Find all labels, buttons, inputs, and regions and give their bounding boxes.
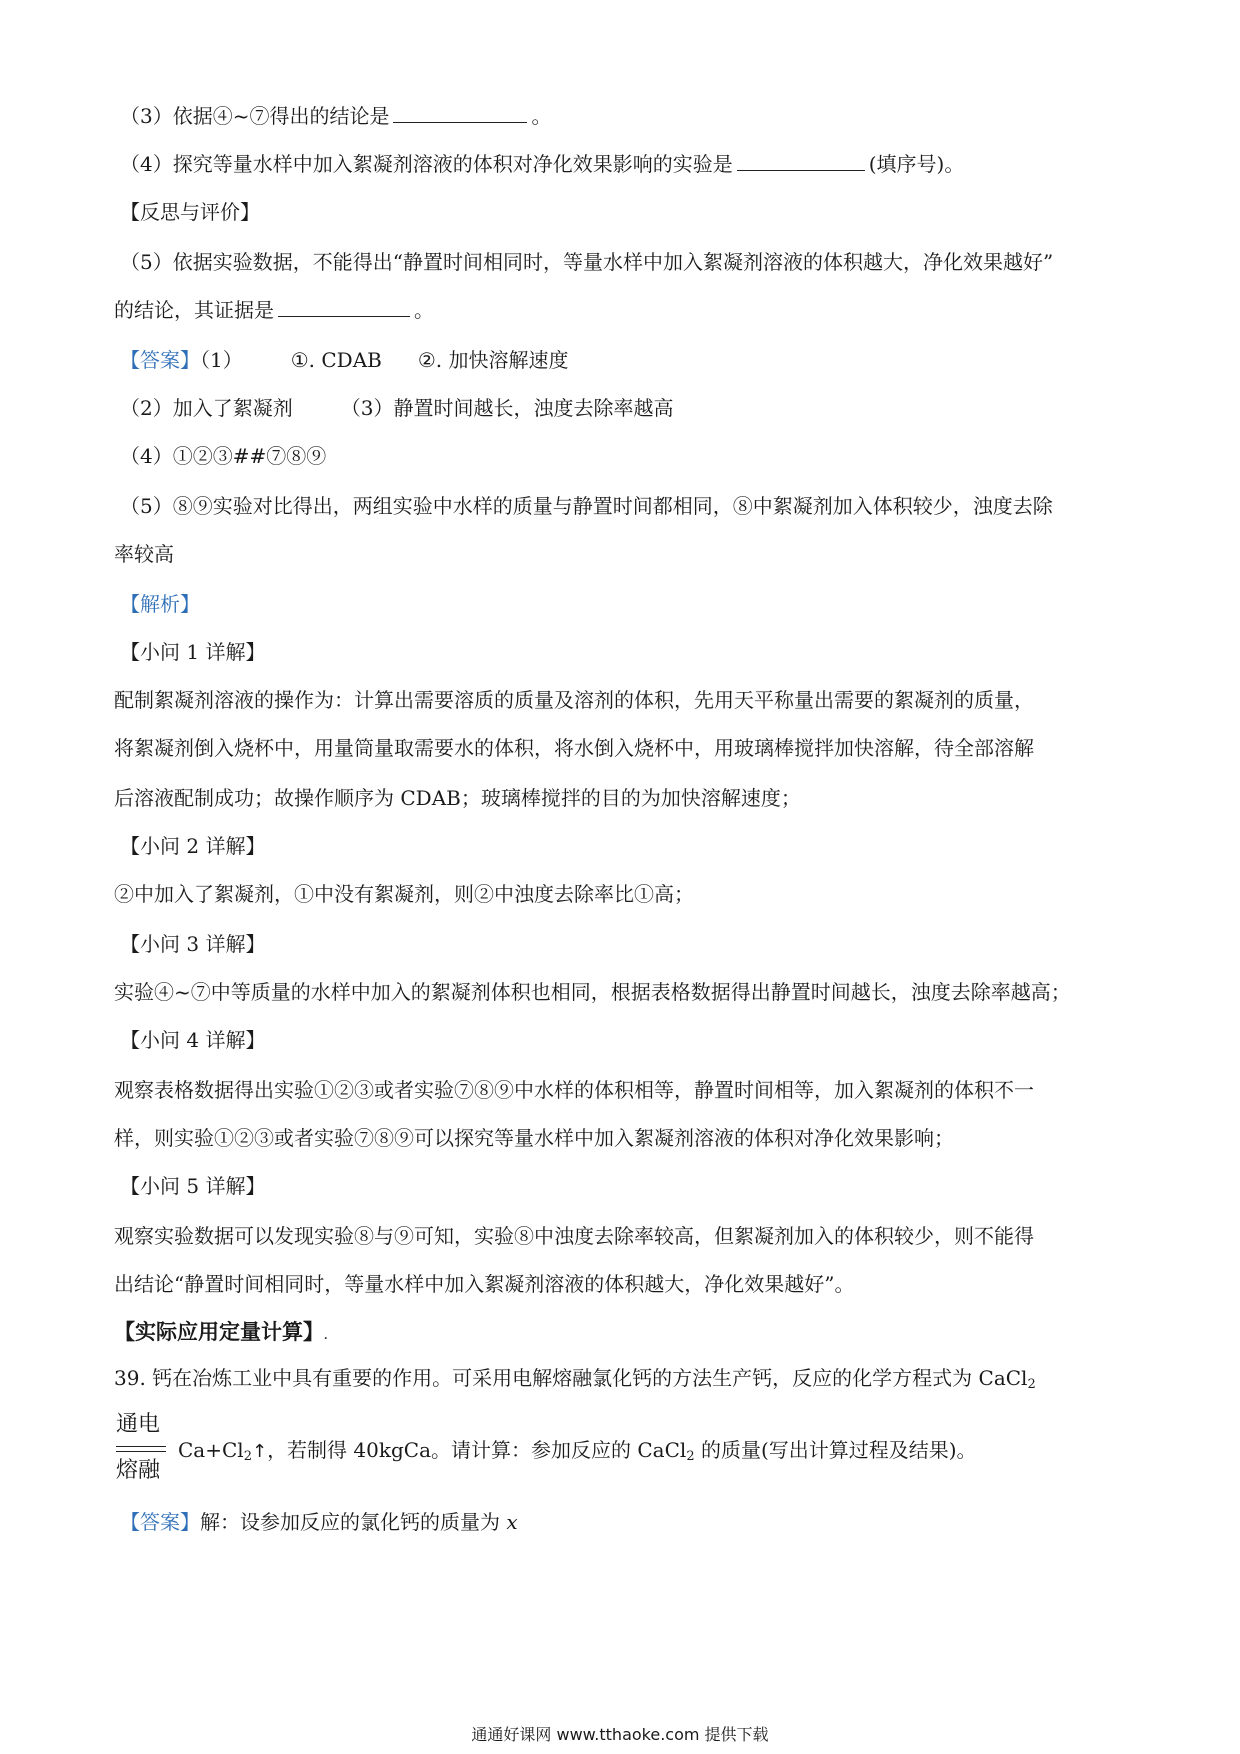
answer-tag: 【答案】 [120,348,200,372]
sub-question-2-heading: 【小问 2 详解】 [120,834,266,858]
answer-line5: 率较高 [114,542,174,566]
sub-question-4-heading: 【小问 4 详解】 [120,1028,266,1052]
section-title: 【实际应用定量计算】. [114,1319,328,1344]
question-5-line2: 的结论，其证据是 。 [114,298,434,322]
question-39-line2: $Ca+Cl_2↑$，若制得 40kgCa。请计算：参加反应的 CaCl$_2$ 的质量(写出计算过程及结果)。 [178,1438,977,1464]
analysis-5-line1: 观察实验数据可以发现实验⑧与⑨可知，实验⑧中浊度去除率较高，但絮凝剂加入的体积较少，则不能得 [114,1224,1034,1248]
answer-tag: 【答案】 [120,1510,200,1534]
question-5-line1: （5）依据实验数据，不能得出“静置时间相同时，等量水样中加入絮凝剂溶液的体积越大，净化效果越好” [120,250,1054,274]
analysis-1-line3: 后溶液配制成功；故操作顺序为 CDAB；玻璃棒搅拌的目的为加快溶解速度； [114,786,801,810]
question-4: （4）探究等量水样中加入絮凝剂溶液的体积对净化效果影响的实验是 (填序号)。 [120,152,965,176]
analysis-5-line2: 出结论“静置时间相同时，等量水样中加入絮凝剂溶液的体积越大，净化效果越好”。 [114,1272,855,1296]
answer-blank[interactable] [278,296,410,317]
reflect-heading: 【反思与评价】 [120,200,260,224]
question-39-line1: 39. 钙在冶炼工业中具有重要的作用。可采用电解熔融氯化钙的方法生产钙，反应的化学方程式为 CaCl$_2$ [114,1366,1036,1392]
analysis-4-line2: 样，则实验①②③或者实验⑦⑧⑨可以探究等量水样中加入絮凝剂溶液的体积对净化效果影响； [114,1126,954,1150]
question-3: （3）依据④~⑦得出的结论是 。 [120,104,552,128]
answer-39: 【答案】解：设参加反应的氯化钙的质量为 x [120,1510,518,1534]
gas-arrow-icon: ↑ [251,1441,268,1462]
sub-question-1-heading: 【小问 1 详解】 [120,640,266,664]
analysis-1-line2: 将絮凝剂倒入烧杯中，用量筒量取需要水的体积，将水倒入烧杯中，用玻璃棒搅拌加快溶解，待全部溶解 [114,736,1034,760]
answer-line2: （2）加入了絮凝剂 （3）静置时间越长，浊度去除率越高 [120,396,674,420]
answer-line3: （4）①②③##⑦⑧⑨ [120,444,327,468]
answer-line4: （5）⑧⑨实验对比得出，两组实验中水样的质量与静置时间都相同，⑧中絮凝剂加入体积较少，浊度去除 [120,494,1053,518]
analysis-1-line1: 配制絮凝剂溶液的操作为：计算出需要溶质的质量及溶剂的体积，先用天平称量出需要的絮凝剂的质量， [114,688,1034,712]
answer-line1: 【答案】（1） ①. CDAB ②. 加快溶解速度 [120,348,569,372]
reaction-condition: 通电 熔融 [116,1410,168,1488]
sub-question-5-heading: 【小问 5 详解】 [120,1174,266,1198]
analysis-4-line1: 观察表格数据得出实验①②③或者实验⑦⑧⑨中水样的体积相等，静置时间相等，加入絮凝剂的体积不一 [114,1078,1034,1102]
analysis-3-line1: 实验④~⑦中等质量的水样中加入的絮凝剂体积也相同，根据表格数据得出静置时间越长，浊度去除率越高； [114,980,1071,1004]
analysis-tag: 【解析】 [120,592,200,616]
answer-blank[interactable] [393,102,527,123]
answer-blank[interactable] [737,150,865,171]
analysis-2-line1: ②中加入了絮凝剂，①中没有絮凝剂，则②中浊度去除率比①高； [114,882,694,906]
footer-watermark: 通通好课网 www.tthaoke.com 提供下载 [471,1725,769,1744]
sub-question-3-heading: 【小问 3 详解】 [120,932,266,956]
